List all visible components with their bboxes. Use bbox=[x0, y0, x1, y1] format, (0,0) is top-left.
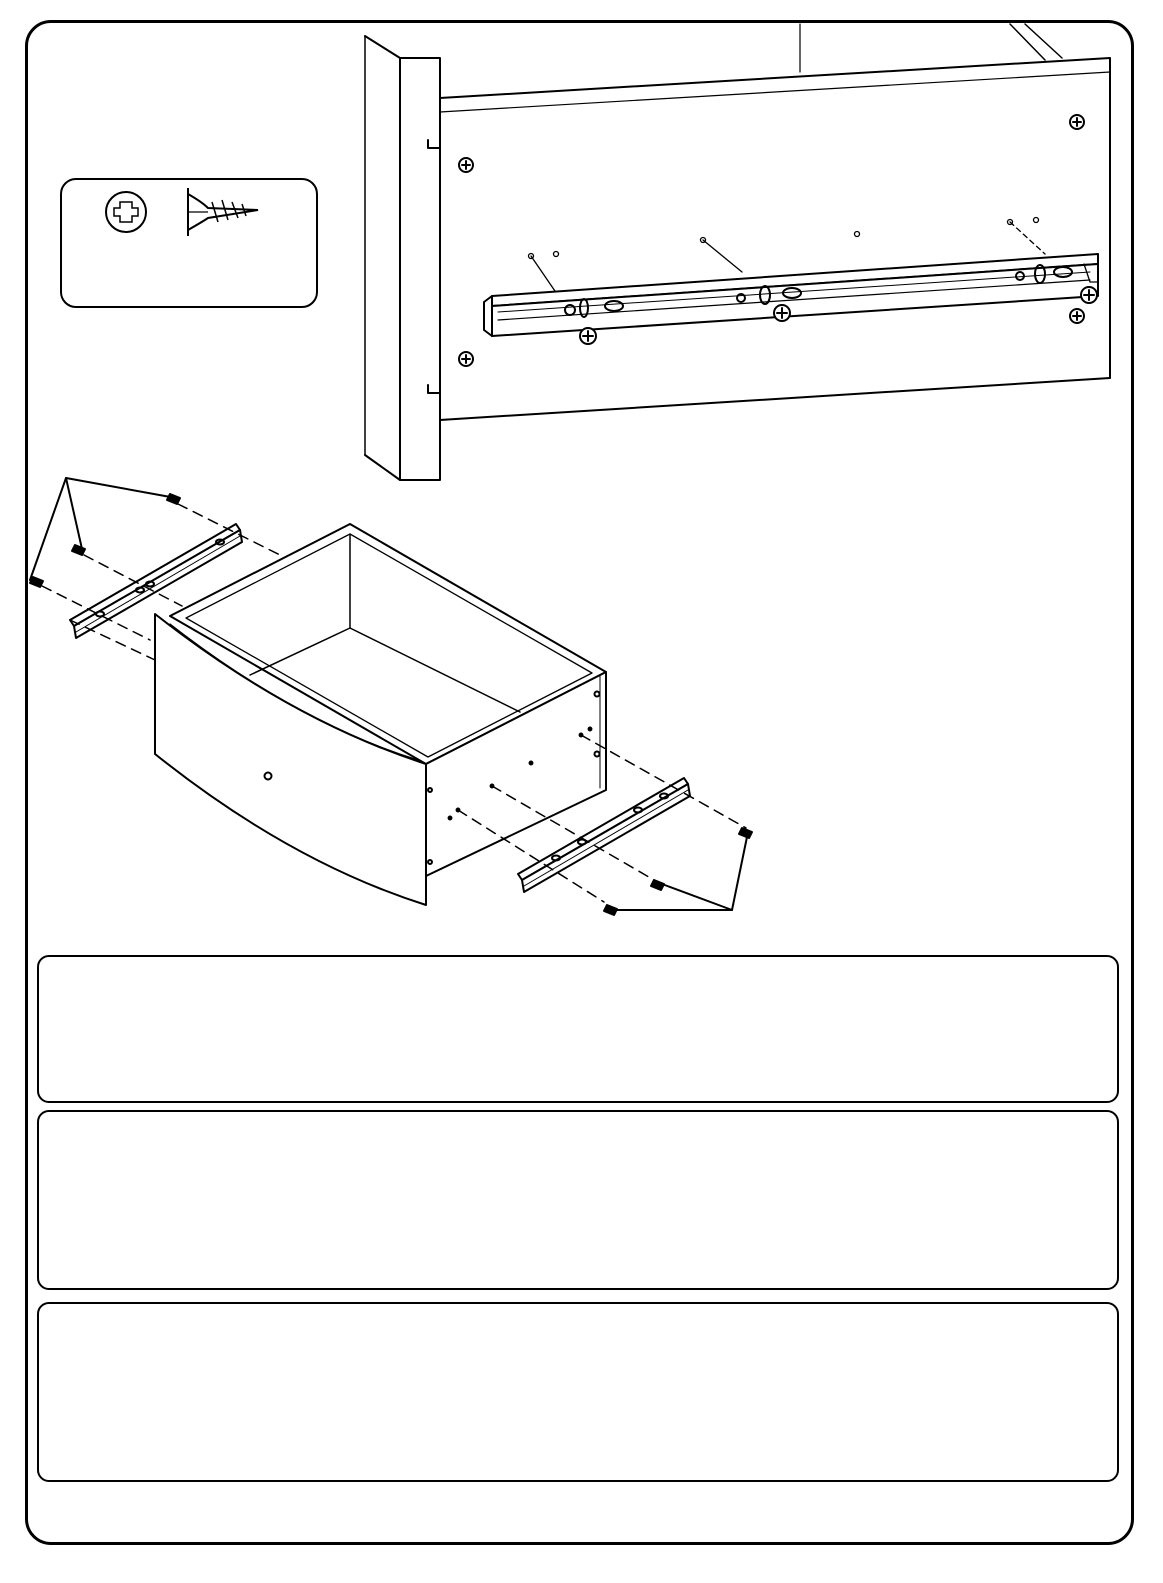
drawer-box bbox=[155, 524, 606, 905]
instruction-box-2 bbox=[37, 1110, 1119, 1290]
phillips-screwdriver-icon bbox=[106, 192, 146, 232]
cabinet-side-panel bbox=[365, 24, 1110, 480]
hardware-box bbox=[60, 178, 318, 308]
hardware-illustration bbox=[62, 180, 320, 310]
instruction-box-3 bbox=[37, 1302, 1119, 1482]
wood-screw-icon bbox=[188, 188, 258, 236]
instruction-box-1 bbox=[37, 955, 1119, 1103]
